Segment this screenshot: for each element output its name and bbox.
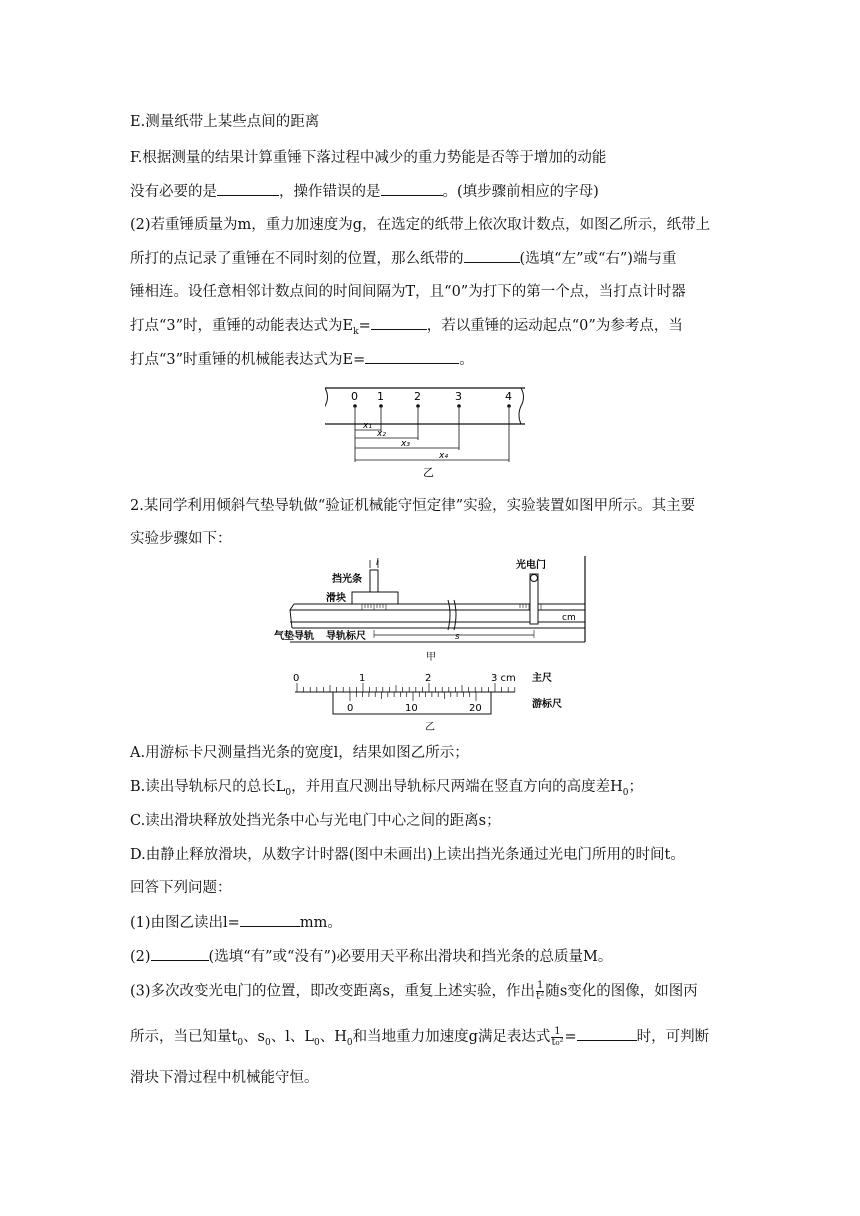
text: (3)多次改变光电门的位置，即改变距离s，重复上述实验，作出 bbox=[130, 983, 535, 1000]
answer-blank bbox=[240, 912, 300, 927]
part2-line-3: 锤相连。设任意相邻计数点间的时间间隔为T，且“0”为打下的第一个点，当打点计时器 bbox=[130, 284, 686, 300]
step-e: E.测量纸带上某些点间的距离 bbox=[130, 114, 320, 130]
vernier-scale-label: 10 bbox=[405, 703, 418, 714]
step-a: A.用游标卡尺测量挡光条的宽度l，结果如图乙所示； bbox=[130, 745, 469, 761]
sub-question-2 bbox=[130, 946, 612, 967]
main-scale-label: 2 bbox=[425, 673, 432, 684]
label-scale: 导轨标尺 bbox=[326, 631, 366, 642]
subscript: 0 bbox=[346, 1037, 353, 1048]
sub-question-1 bbox=[130, 912, 342, 933]
paper-tape-figure bbox=[325, 380, 525, 480]
label-gate: 光电门 bbox=[516, 560, 546, 571]
question-2-line-2: 实验步骤如下： bbox=[130, 531, 232, 547]
svg-text:x₂: x₂ bbox=[377, 429, 386, 439]
text: (选填“有”或“没有”)必要用天平称出滑块和挡光条的总质量M。 bbox=[208, 949, 613, 965]
step-b bbox=[130, 777, 643, 803]
text: ； bbox=[628, 779, 644, 795]
denominator: t² bbox=[536, 991, 545, 1002]
subscript: 0 bbox=[265, 1037, 271, 1048]
answer-blank bbox=[365, 349, 459, 364]
text: 所示，当已知量t bbox=[130, 1029, 238, 1045]
fraction bbox=[536, 981, 544, 1002]
text: 、s bbox=[243, 1029, 266, 1045]
text: 所打的点记录了重锤在不同时刻的位置，那么纸带的 bbox=[130, 251, 464, 267]
subscript: 0 bbox=[285, 787, 292, 798]
svg-text:2: 2 bbox=[414, 390, 421, 403]
svg-text:0: 0 bbox=[351, 390, 358, 403]
svg-text:x₄: x₄ bbox=[439, 451, 448, 461]
answer-blank bbox=[577, 1026, 637, 1041]
text: (选填“左”或“右”)端与重 bbox=[519, 251, 677, 267]
text: ，若以重锤的运动起点“0”为参考点，当 bbox=[426, 318, 683, 334]
text: = bbox=[358, 318, 371, 334]
part2-line-4 bbox=[130, 315, 683, 342]
answer-blank bbox=[464, 248, 520, 263]
main-scale-label: 3 cm bbox=[491, 673, 516, 684]
fraction bbox=[551, 1027, 563, 1048]
text: 、l、L bbox=[270, 1029, 315, 1045]
subscript: 0 bbox=[622, 787, 629, 798]
text: (2) bbox=[130, 949, 151, 965]
tape-point bbox=[414, 390, 421, 408]
text: 。(填步骤前相应的字母) bbox=[442, 184, 599, 200]
denominator: t₀² bbox=[551, 1036, 564, 1048]
text: mm。 bbox=[299, 915, 342, 931]
question-1-line bbox=[130, 181, 599, 202]
answer-blank bbox=[371, 315, 427, 330]
text: 打点“3”时，重锤的动能表达式为E bbox=[130, 318, 354, 334]
text: 。 bbox=[459, 352, 474, 368]
question-2-line-1: 2.某同学利用倾斜气垫导轨做“验证机械能守恒定律”实验，实验装置如图甲所示。其主要 bbox=[130, 498, 696, 514]
part2-line-5 bbox=[130, 349, 474, 370]
part2-line-1: (2)若重锤质量为m，重力加速度为g，在选定的纸带上依次取计数点，如图乙所示，纸带上 bbox=[130, 217, 711, 233]
label-s: s bbox=[455, 632, 460, 642]
label-rail: 气垫导轨 bbox=[274, 631, 314, 642]
svg-text:4: 4 bbox=[505, 390, 512, 403]
answer-prompt: 回答下列问题： bbox=[130, 880, 232, 896]
svg-text:3: 3 bbox=[455, 390, 462, 403]
vernier-scale-label: 20 bbox=[469, 703, 482, 714]
svg-text:x₁: x₁ bbox=[363, 421, 372, 431]
text: ，操作错误的是 bbox=[279, 184, 381, 200]
text: 没有必要的是 bbox=[130, 184, 217, 200]
step-c: C.读出滑块释放处挡光条中心与光电门中心之间的距离s； bbox=[130, 813, 501, 829]
numerator: 1 bbox=[536, 980, 544, 991]
text: 和当地重力加速度g满足表达式 bbox=[352, 1029, 551, 1045]
figure-caption: 甲 bbox=[426, 652, 436, 663]
apparatus-figure bbox=[270, 556, 590, 664]
distance-x3 bbox=[355, 439, 459, 449]
caliper-figure bbox=[285, 668, 585, 732]
step-d: D.由静止释放滑块，从数字计时器(图中未画出)上读出挡光条通过光电门所用的时间t。 bbox=[130, 847, 685, 863]
text: ，并用直尺测出导轨标尺两端在竖直方向的高度差H bbox=[291, 779, 623, 795]
label-strip: 挡光条 bbox=[332, 574, 362, 585]
sub-question-3-line-1 bbox=[130, 981, 698, 1002]
label-vernier: 游标尺 bbox=[532, 699, 562, 710]
numerator: 1 bbox=[551, 1027, 563, 1038]
distance-x4 bbox=[355, 451, 509, 461]
figure-caption: 乙 bbox=[423, 466, 434, 479]
step-f: F.根据测量的结果计算重锤下落过程中减少的重力势能是否等于增加的动能 bbox=[130, 150, 607, 166]
subscript: k bbox=[353, 326, 359, 337]
main-scale-label: 0 bbox=[293, 673, 300, 684]
main-scale-label: 1 bbox=[359, 673, 366, 684]
vernier-scale-label: 0 bbox=[347, 703, 354, 714]
text: = bbox=[564, 1029, 577, 1045]
tape-point bbox=[351, 390, 358, 408]
label-cm: cm bbox=[562, 613, 576, 623]
text: 时，可判断 bbox=[636, 1029, 710, 1045]
text: B.读出导轨标尺的总长L bbox=[130, 779, 286, 795]
svg-text:x₃: x₃ bbox=[401, 439, 410, 449]
part2-line-2 bbox=[130, 248, 676, 269]
label-l: l bbox=[376, 558, 379, 568]
text: 随s变化的图像，如图丙 bbox=[545, 983, 698, 1000]
tape-point bbox=[377, 390, 384, 408]
tape-point bbox=[505, 390, 512, 408]
answer-blank bbox=[217, 181, 279, 196]
figure-caption: 乙 bbox=[425, 722, 435, 732]
answer-blank bbox=[381, 181, 443, 196]
answer-blank bbox=[151, 946, 209, 961]
subscript: 0 bbox=[237, 1037, 244, 1048]
sub-question-3-line-3: 滑块下滑过程中机械能守恒。 bbox=[130, 1070, 319, 1086]
tape-point bbox=[455, 390, 462, 408]
label-slider: 滑块 bbox=[326, 593, 346, 604]
subscript: 0 bbox=[314, 1037, 320, 1048]
label-main: 主尺 bbox=[532, 673, 552, 684]
text: (1)由图乙读出l= bbox=[130, 915, 240, 931]
sub-question-3-line-2 bbox=[130, 1026, 709, 1053]
text: 打点“3”时重锤的机械能表达式为E= bbox=[130, 352, 366, 368]
text: 、H bbox=[319, 1029, 347, 1045]
svg-text:1: 1 bbox=[377, 390, 384, 403]
